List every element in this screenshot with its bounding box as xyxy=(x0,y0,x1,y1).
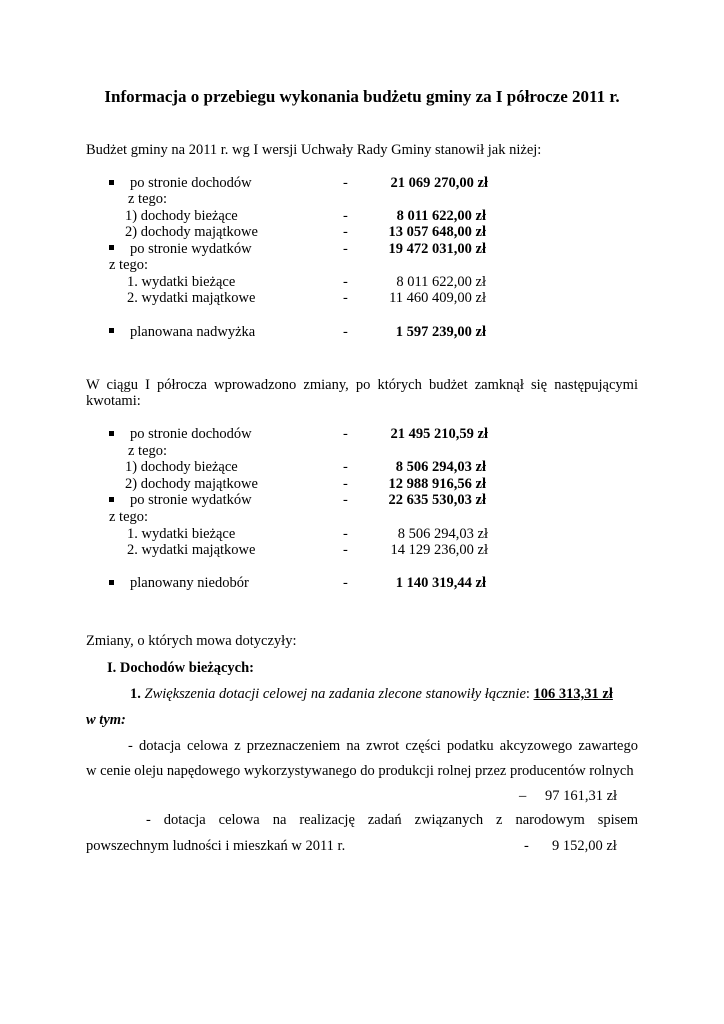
changes-concern-text: Zmiany, o których mowa dotyczyły: xyxy=(86,633,297,649)
current-income-label: 1) dochody bieżące xyxy=(125,459,238,475)
bullet-icon xyxy=(109,431,114,436)
expense-amount: 19 472 031,00 zł xyxy=(388,241,486,257)
dash: - xyxy=(524,838,529,854)
capital-expense-amount: 14 129 236,00 zł xyxy=(390,542,488,558)
balance-amount: 1 597 239,00 zł xyxy=(395,324,486,340)
balance-label: planowany niedobór xyxy=(130,575,249,591)
dash: - xyxy=(343,476,348,492)
sub-item-1-line2: w cenie oleju napędowego wykorzystywanego do produkcji rolnej przez producentów rolnych xyxy=(86,763,634,779)
capital-income-amount: 12 988 916,56 zł xyxy=(388,476,486,492)
bullet-icon xyxy=(109,328,114,333)
capital-expense-label: 2. wydatki majątkowe xyxy=(127,542,256,558)
current-expense-amount: 8 506 294,03 zł xyxy=(397,526,488,542)
current-income-label: 1) dochody bieżące xyxy=(125,208,238,224)
capital-income-amount: 13 057 648,00 zł xyxy=(388,224,486,240)
income-amount: 21 495 210,59 zł xyxy=(390,426,488,442)
dash: - xyxy=(343,175,348,191)
item-1-line xyxy=(130,686,613,703)
expense-label: po stronie wydatków xyxy=(130,492,252,508)
dash: - xyxy=(343,274,348,290)
dash: - xyxy=(343,426,348,442)
of-which-label: z tego: xyxy=(109,257,149,273)
sub-item-2-amount: 9 152,00 zł xyxy=(552,838,617,854)
bullet-icon xyxy=(109,180,114,185)
item-number: 1. xyxy=(130,686,141,702)
dash: – xyxy=(519,788,527,804)
current-income-amount: 8 506 294,03 zł xyxy=(395,459,486,475)
page-title: Informacja o przebiegu wykonania budżetu gminy za I półrocze 2011 r. xyxy=(104,87,620,106)
expense-label: po stronie wydatków xyxy=(130,241,252,257)
dash: - xyxy=(343,324,348,340)
dash: - xyxy=(343,492,348,508)
income-label: po stronie dochodów xyxy=(130,175,252,191)
of-which-label: z tego: xyxy=(128,191,168,207)
bullet-icon xyxy=(109,497,114,502)
sub-item-1-line1: - dotacja celowa z przeznaczeniem na zwrot części podatku akcyzowego zawartego xyxy=(128,738,638,754)
expense-amount: 22 635 530,03 zł xyxy=(388,492,486,508)
dash: - xyxy=(343,208,348,224)
balance-amount: 1 140 319,44 zł xyxy=(395,575,486,591)
bullet-icon xyxy=(109,580,114,585)
section-heading: I. Dochodów bieżących: xyxy=(107,660,255,676)
of-which-label: z tego: xyxy=(128,443,168,459)
item-colon: : xyxy=(525,686,530,702)
of-which-label: z tego: xyxy=(109,509,149,525)
item-text: Zwiększenia dotacji celowej na zadania zlecone stanowiły łącznie xyxy=(144,686,526,702)
dash: - xyxy=(343,224,348,240)
current-income-amount: 8 011 622,00 zł xyxy=(396,208,486,224)
current-expense-label: 1. wydatki bieżące xyxy=(127,274,236,290)
capital-income-label: 2) dochody majątkowe xyxy=(125,476,258,492)
capital-expense-amount: 11 460 409,00 zł xyxy=(389,290,486,306)
dash: - xyxy=(343,526,348,542)
changes-intro-line1: W ciągu I półrocza wprowadzono zmiany, po których budżet zamknął się następującymi xyxy=(86,377,638,393)
current-expense-label: 1. wydatki bieżące xyxy=(127,526,236,542)
intro-text: Budżet gminy na 2011 r. wg I wersji Uchwały Rady Gminy stanowił jak niżej: xyxy=(86,142,542,158)
dash: - xyxy=(343,542,348,558)
changes-intro-line2: kwotami: xyxy=(86,393,141,409)
capital-income-label: 2) dochody majątkowe xyxy=(125,224,258,240)
in-that-label: w tym: xyxy=(86,712,126,728)
sub-item-2-line1: - dotacja celowa na realizację zadań związanych z narodowym spisem xyxy=(146,812,638,828)
dash: - xyxy=(343,459,348,475)
sub-item-2-line2: powszechnym ludności i mieszkań w 2011 r. xyxy=(86,838,346,854)
dash: - xyxy=(343,241,348,257)
capital-expense-label: 2. wydatki majątkowe xyxy=(127,290,256,306)
income-label: po stronie dochodów xyxy=(130,426,252,442)
current-expense-amount: 8 011 622,00 zł xyxy=(396,274,486,290)
bullet-icon xyxy=(109,245,114,250)
balance-label: planowana nadwyżka xyxy=(130,324,256,340)
sub-item-1-amount: 97 161,31 zł xyxy=(545,788,618,804)
item-total-amount: 106 313,31 zł xyxy=(533,686,613,702)
income-amount: 21 069 270,00 zł xyxy=(390,175,488,191)
dash: - xyxy=(343,290,348,306)
dash: - xyxy=(343,575,348,591)
